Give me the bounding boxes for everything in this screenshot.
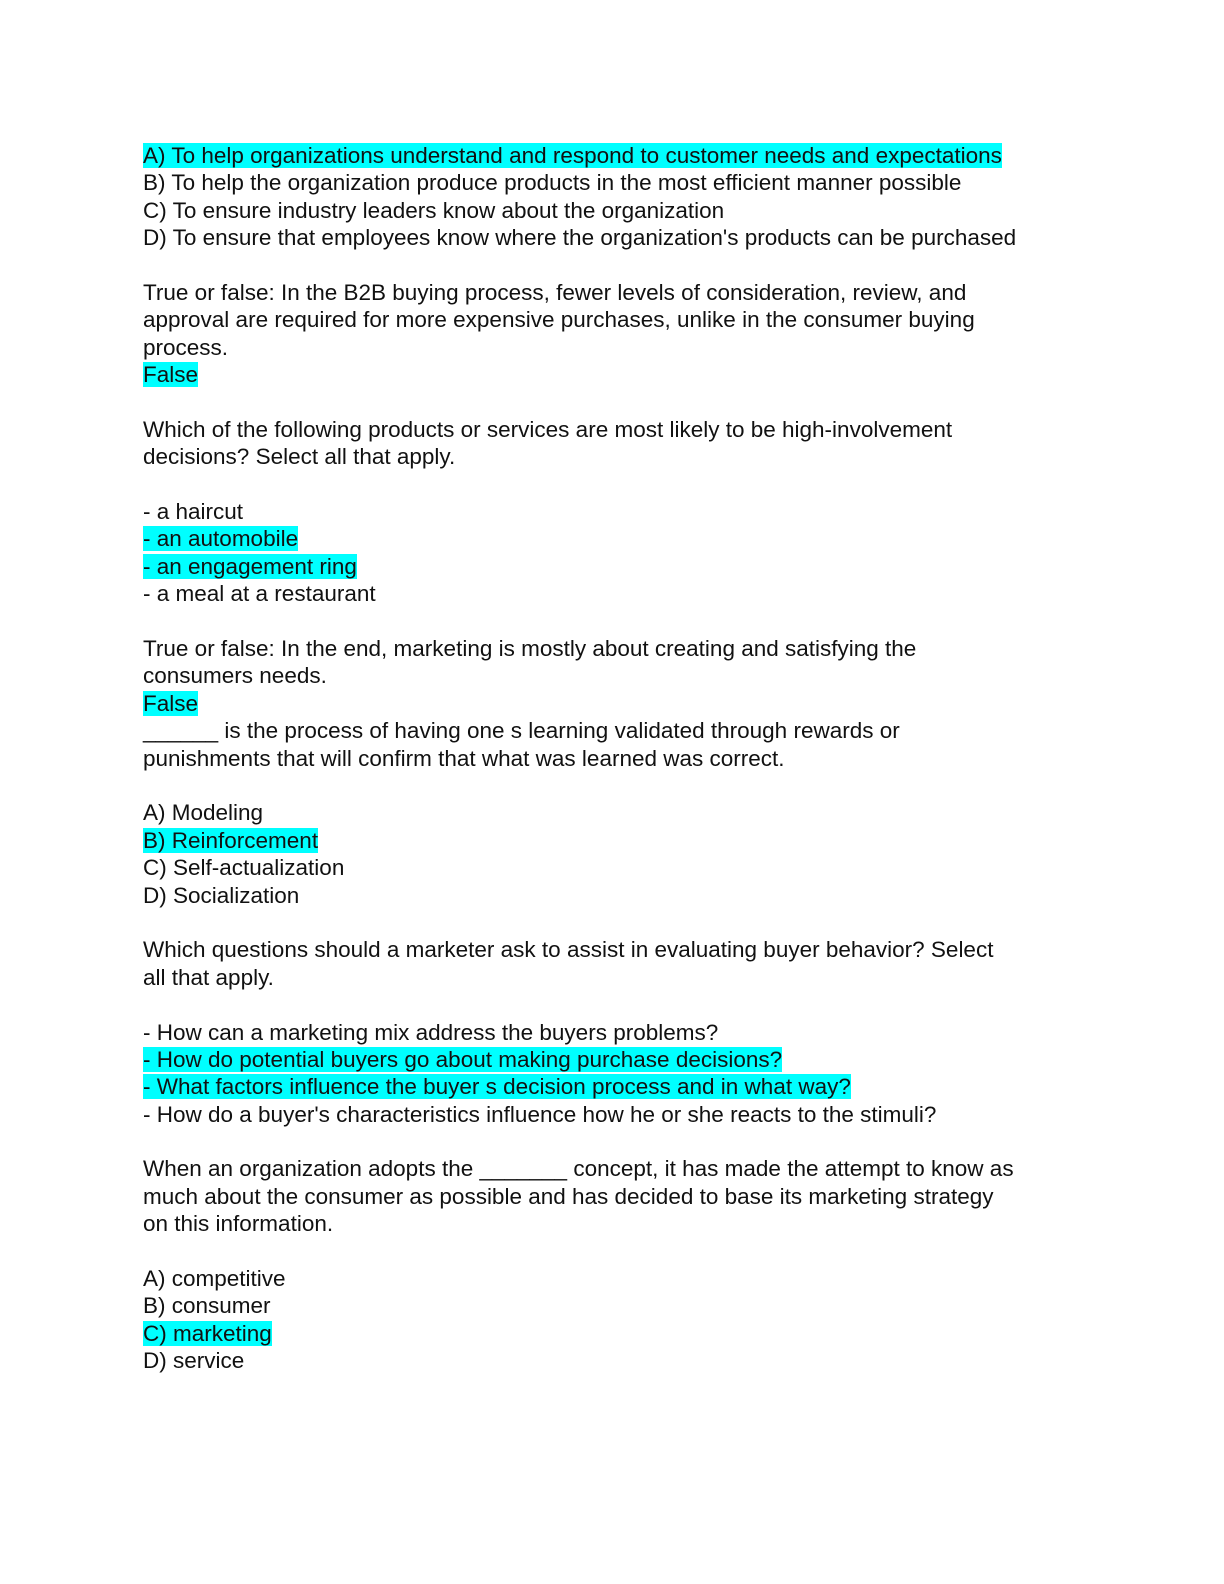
q3-option-4: - a meal at a restaurant [143, 581, 376, 607]
q6-option-2 [143, 1046, 1103, 1073]
q2-question [143, 279, 1103, 389]
q5-option-b [143, 827, 1103, 854]
q7-line-2: much about the consumer as possible and has decided to base its marketing strategy [143, 1183, 994, 1209]
q4-line-1: True or false: In the end, marketing is mostly about creating and satisfying the [143, 636, 917, 662]
q6-question [143, 936, 1103, 991]
q1-option-d: D) To ensure that employees know where the organization's products can be purchased [143, 225, 1017, 251]
q7-option-c [143, 1320, 1103, 1347]
q7-line-3: on this information. [143, 1211, 334, 1237]
q1-option-c: C) To ensure industry leaders know about the organization [143, 197, 725, 223]
q7-options [143, 1265, 1103, 1375]
document-page [143, 142, 1103, 1375]
spacer [143, 1238, 1103, 1265]
q7-question [143, 1155, 1103, 1237]
spacer [143, 389, 1103, 416]
q2-line-2: approval are required for more expensive purchases, unlike in the consumer buying [143, 307, 975, 333]
q5-line-2: punishments that will confirm that what was learned was correct. [143, 745, 785, 771]
spacer [143, 608, 1103, 635]
answer-highlight: - an automobile [143, 526, 299, 552]
q1-options [143, 142, 1103, 252]
q6-options [143, 1019, 1103, 1129]
q7-option-b: B) consumer [143, 1293, 271, 1319]
spacer [143, 909, 1103, 936]
q5-options [143, 799, 1103, 909]
answer-highlight: B) Reinforcement [143, 827, 319, 853]
q4-question [143, 635, 1103, 717]
answer-highlight: C) marketing [143, 1320, 272, 1346]
answer-highlight: - What factors influence the buyer s decision process and in what way? [143, 1074, 851, 1100]
q6-line-2: all that apply. [143, 964, 274, 990]
q1-option-b: B) To help the organization produce products in the most efficient manner possible [143, 170, 962, 196]
q4-answer [143, 690, 1103, 717]
answer-highlight: - an engagement ring [143, 553, 357, 579]
q3-line-2: decisions? Select all that apply. [143, 444, 456, 470]
q3-line-1: Which of the following products or services are most likely to be high-involvement [143, 416, 953, 442]
q5-option-a: A) Modeling [143, 800, 264, 826]
q5-option-d: D) Socialization [143, 882, 300, 908]
spacer [143, 471, 1103, 498]
q7-option-a: A) competitive [143, 1266, 286, 1292]
q5-question [143, 717, 1103, 772]
answer-highlight: False [143, 362, 199, 388]
spacer [143, 991, 1103, 1018]
q3-question [143, 416, 1103, 471]
q2-answer [143, 361, 1103, 388]
q6-line-1: Which questions should a marketer ask to assist in evaluating buyer behavior? Select [143, 937, 994, 963]
q7-line-1: When an organization adopts the _______ concept, it has made the attempt to know as [143, 1156, 1014, 1182]
spacer [143, 772, 1103, 799]
answer-highlight: A) To help organizations understand and respond to customer needs and expectations [143, 143, 1002, 168]
q3-option-3 [143, 553, 1103, 580]
q3-option-1: - a haircut [143, 499, 244, 525]
q6-option-3 [143, 1073, 1103, 1100]
spacer [143, 252, 1103, 279]
q2-line-1: True or false: In the B2B buying process, fewer levels of consideration, review, and [143, 279, 967, 305]
answer-highlight: False [143, 690, 199, 716]
q6-option-1: - How can a marketing mix address the buyers problems? [143, 1019, 719, 1045]
q1-option-a [143, 142, 1103, 169]
q6-option-4: - How do a buyer's characteristics influence how he or she reacts to the stimuli? [143, 1101, 937, 1127]
spacer [143, 1128, 1103, 1155]
q5-line-1: ______ is the process of having one s learning validated through rewards or [143, 718, 900, 744]
q7-option-d: D) service [143, 1348, 245, 1374]
q2-line-3: process. [143, 334, 229, 360]
q4-line-2: consumers needs. [143, 663, 327, 689]
q3-options [143, 498, 1103, 608]
q3-option-2 [143, 525, 1103, 552]
answer-highlight: - How do potential buyers go about making purchase decisions? [143, 1046, 783, 1072]
q5-option-c: C) Self-actualization [143, 855, 345, 881]
